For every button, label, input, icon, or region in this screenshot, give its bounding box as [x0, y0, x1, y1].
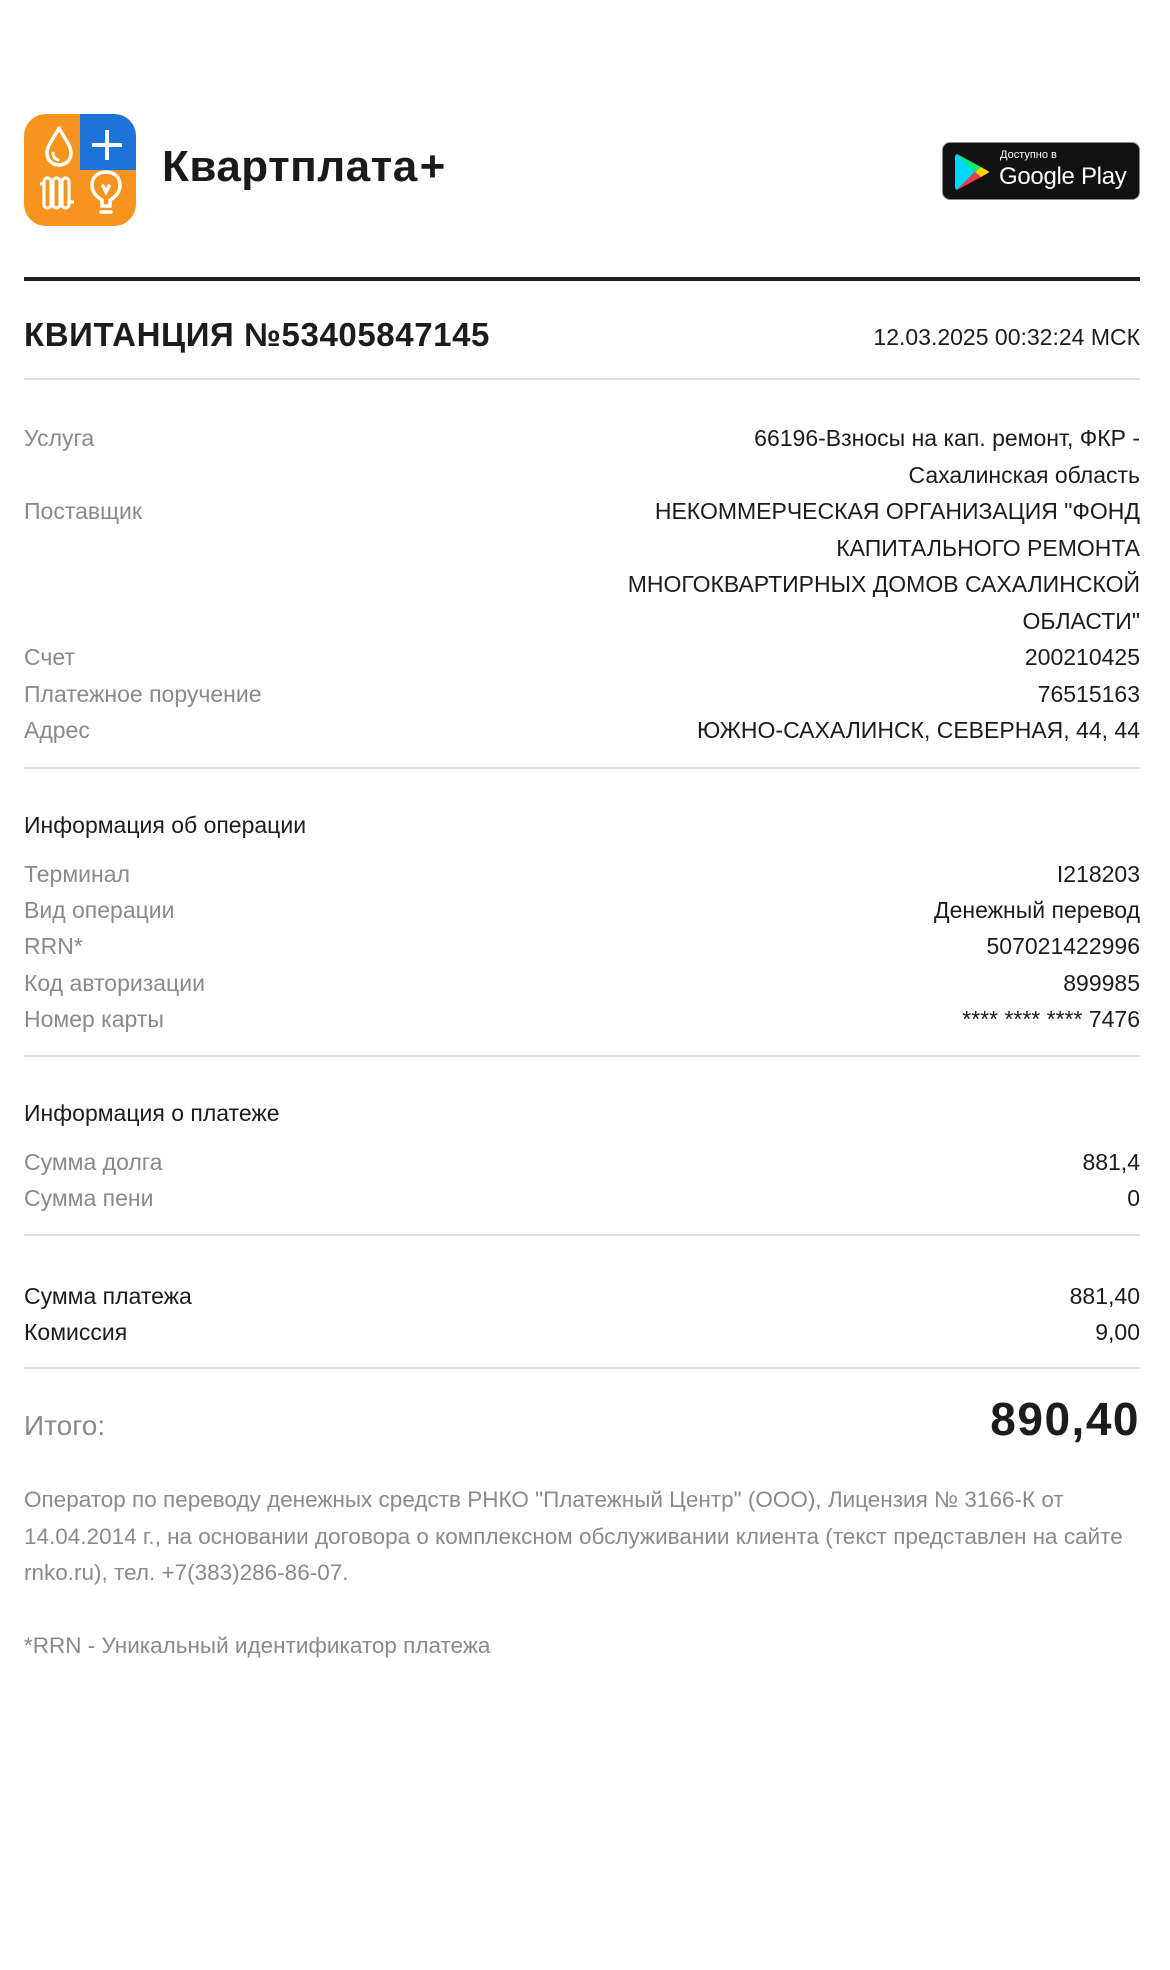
- operation-value: 507021422996: [986, 933, 1140, 959]
- operation-value: **** **** **** 7476: [962, 1006, 1140, 1032]
- header-divider: [24, 277, 1140, 281]
- operation-label: RRN*: [24, 933, 83, 959]
- detail-label: Адрес: [24, 717, 90, 743]
- summary-label: Сумма платежа: [24, 1283, 192, 1309]
- operator-disclaimer: Оператор по переводу денежных средств РНКО "Платежный Центр" (ООО), Лицензия № 3166-К от 14.04.2014 г., на основании договора о комплексном обслуживании клиента (текст представлен на сайте rnko.ru), тел. +7(383)286-86-07.: [24, 1487, 1123, 1585]
- divider: [24, 1055, 1140, 1057]
- operation-label: Терминал: [24, 861, 130, 887]
- divider: [24, 378, 1140, 380]
- detail-label: Поставщик: [24, 498, 142, 524]
- operation-label: Код авторизации: [24, 970, 205, 996]
- badge-big-text: Google Play: [999, 163, 1127, 190]
- app-name: Квартплата+: [162, 142, 446, 191]
- operation-value: I218203: [1056, 861, 1140, 887]
- receipt-title: КВИТАНЦИЯ №53405847145: [24, 316, 491, 353]
- payment-label: Сумма пени: [24, 1185, 154, 1211]
- operation-label: Номер карты: [24, 1006, 164, 1032]
- summary-value: 881,40: [1069, 1283, 1140, 1309]
- header: [24, 114, 1140, 228]
- operation-value: 899985: [1063, 970, 1140, 996]
- receipt-datetime: 12.03.2025 00:32:24 МСК: [873, 324, 1140, 350]
- total-label: Итого:: [24, 1410, 106, 1441]
- detail-label: Платежное поручение: [24, 681, 262, 707]
- operation-value: Денежный перевод: [934, 897, 1140, 923]
- operation-heading: Информация об операции: [24, 812, 307, 838]
- google-play-icon: [955, 153, 991, 191]
- divider: [24, 767, 1140, 769]
- detail-value: 66196-Взносы на кап. ремонт, ФКР - Сахалинская область: [754, 425, 1140, 488]
- divider: [24, 1367, 1140, 1369]
- detail-label: Услуга: [24, 425, 95, 451]
- detail-value: НЕКОММЕРЧЕСКАЯ ОРГАНИЗАЦИЯ "ФОНД КАПИТАЛЬНОГО РЕМОНТА МНОГОКВАРТИРНЫХ ДОМОВ САХАЛИНСКОЙ ОБЛАСТИ": [627, 498, 1140, 634]
- detail-value: 200210425: [1024, 644, 1140, 670]
- payment-value: 881,4: [1082, 1149, 1140, 1175]
- app-name-plus: +: [419, 142, 446, 191]
- payment-info-heading: Информация о платеже: [24, 1100, 280, 1126]
- payment-value: 0: [1127, 1185, 1140, 1211]
- app-logo-icon: [24, 114, 136, 226]
- detail-label: Счет: [24, 644, 75, 670]
- google-play-badge[interactable]: [942, 142, 1140, 200]
- operation-label: Вид операции: [24, 897, 175, 923]
- badge-small-text: Доступно в: [1000, 149, 1057, 161]
- summary-value: 9,00: [1095, 1319, 1140, 1345]
- rrn-footnote: *RRN - Уникальный идентификатор платежа: [24, 1633, 491, 1658]
- detail-value: ЮЖНО-САХАЛИНСК, СЕВЕРНАЯ, 44, 44: [696, 717, 1140, 743]
- summary-label: Комиссия: [24, 1319, 128, 1345]
- total-value: 890,40: [990, 1393, 1140, 1445]
- detail-value: 76515163: [1037, 681, 1140, 707]
- payment-label: Сумма долга: [24, 1149, 163, 1175]
- divider: [24, 1234, 1140, 1236]
